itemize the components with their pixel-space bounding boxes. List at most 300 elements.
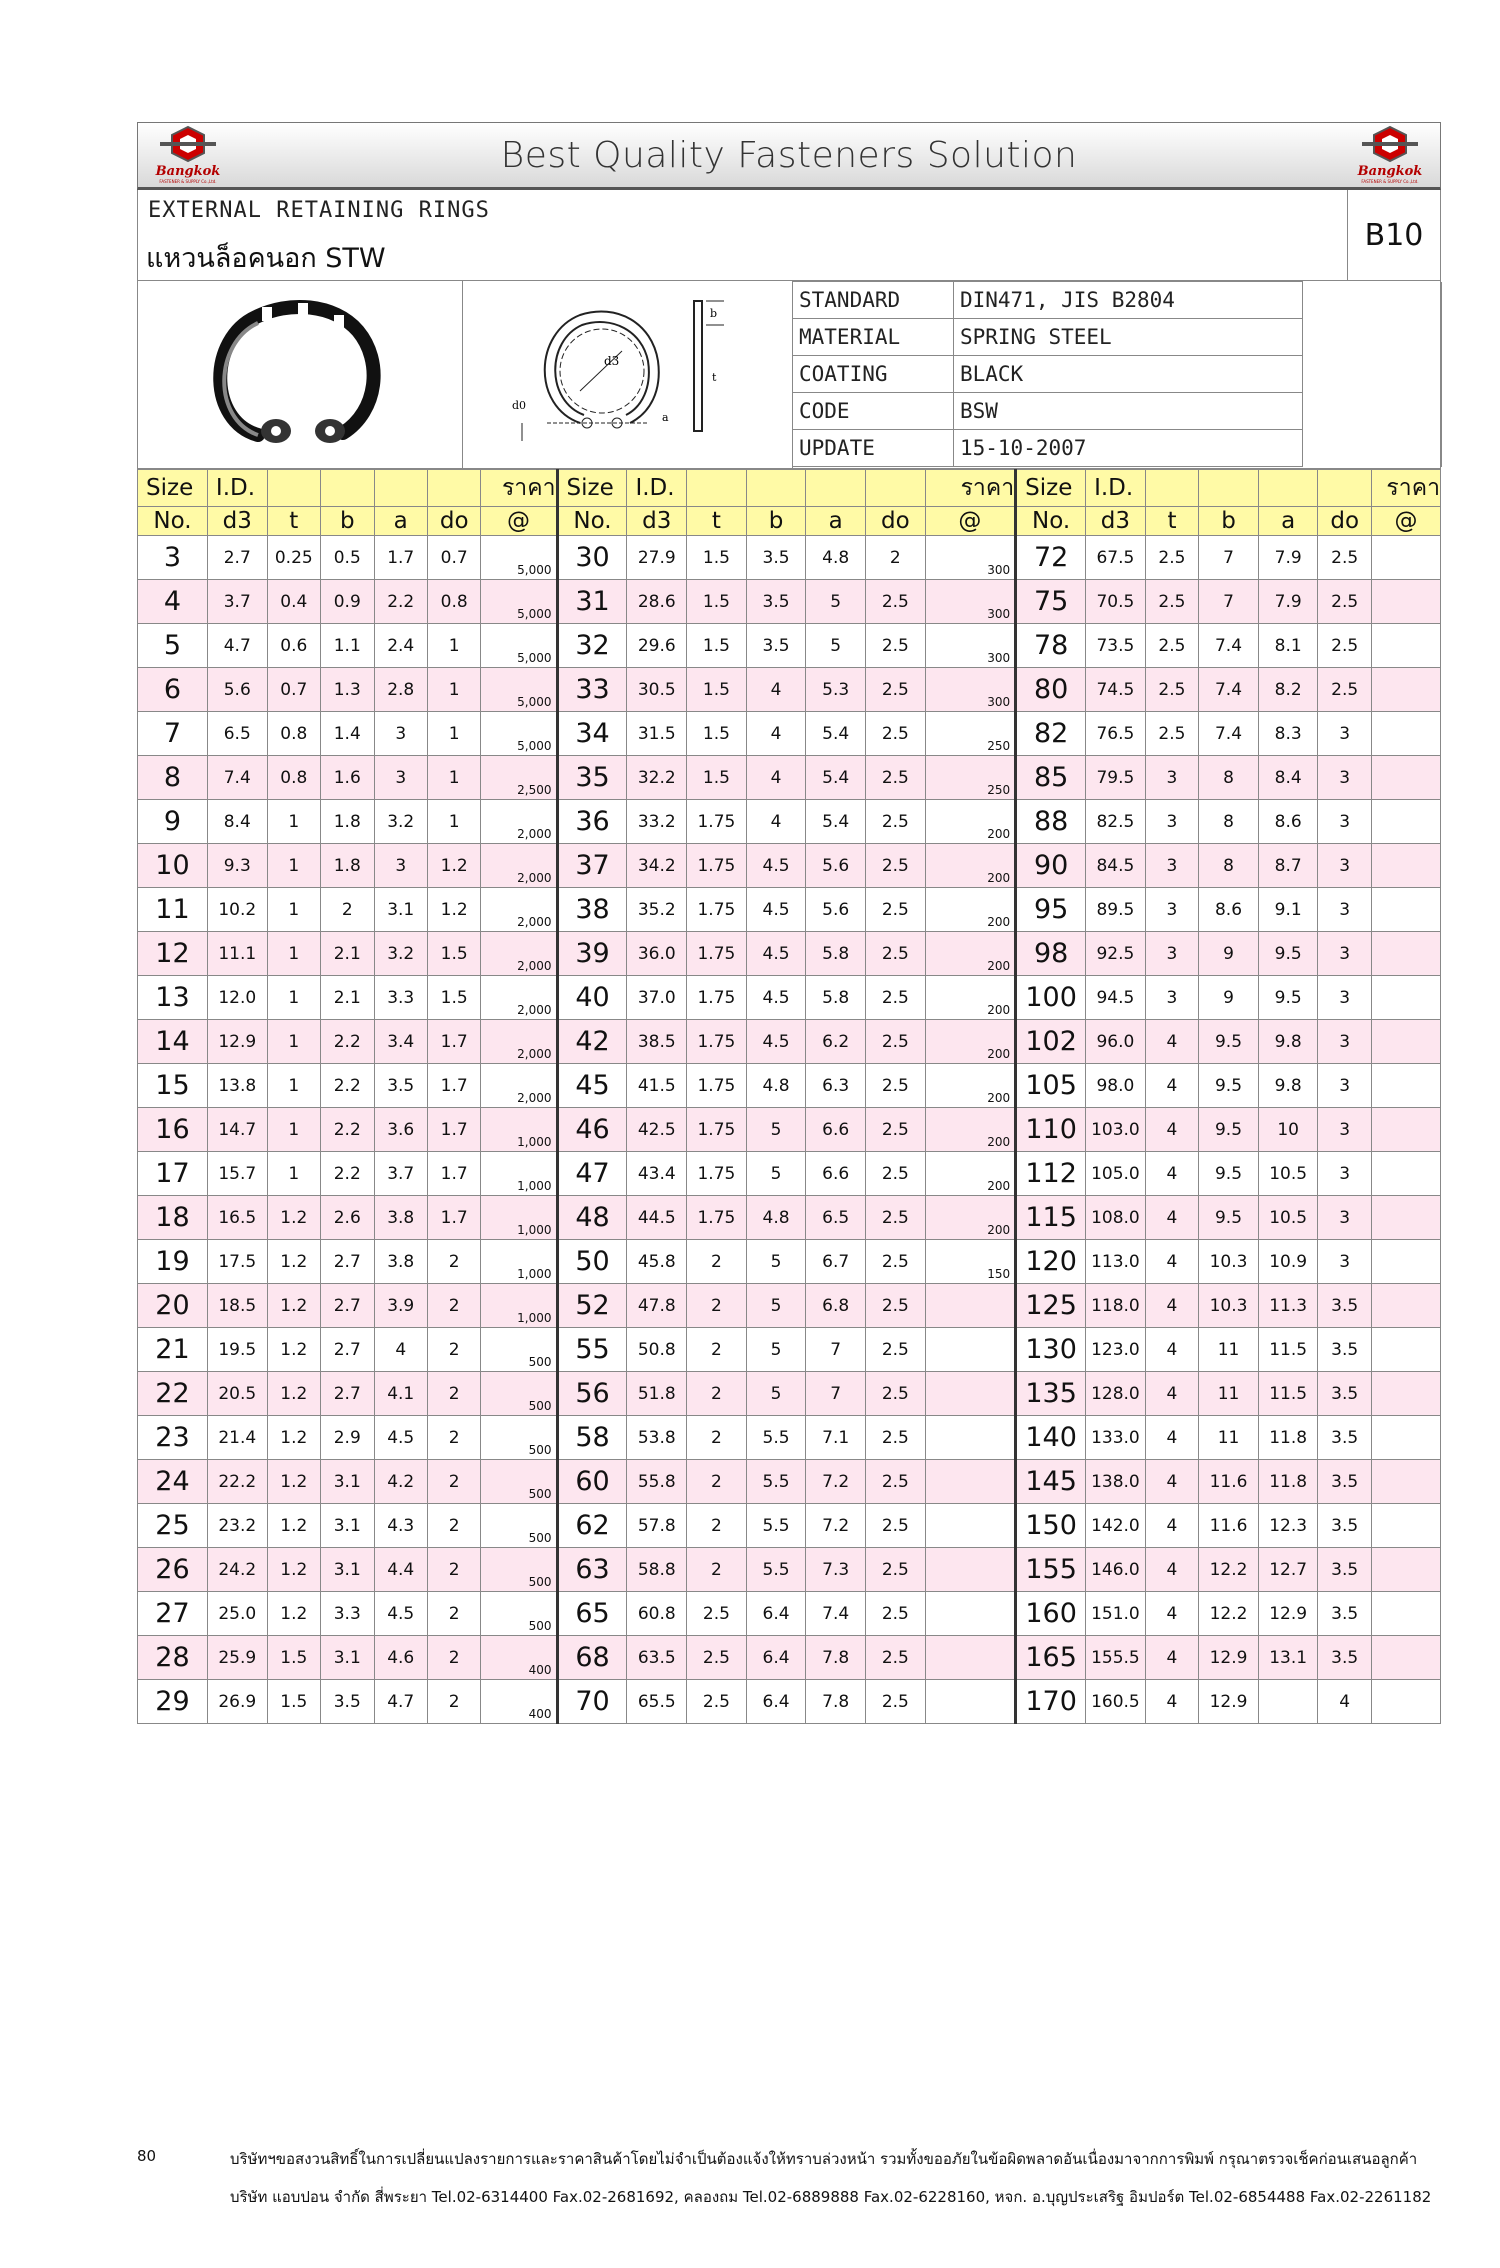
dimension-cell: 1.8 [321,800,374,844]
dimension-cell: 28.6 [627,580,687,624]
dimension-cell: 96.0 [1086,1020,1146,1064]
dimension-cell: 4 [1145,1592,1198,1636]
price-value: 2,000 [517,959,552,973]
dimension-cell: 3 [1318,756,1371,800]
dimension-cell: 3 [1318,800,1371,844]
size-cell: 14 [138,1020,208,1064]
dimension-cell: 89.5 [1086,888,1146,932]
spec-row [793,356,1442,393]
dimension-cell: 2.5 [1318,624,1371,668]
price-value: 200 [987,871,1011,885]
spec-blank [1303,430,1442,467]
product-photo [138,281,463,468]
dimension-cell: 65.5 [627,1680,687,1724]
dimension-cell: 1.6 [321,756,374,800]
table-row [138,536,1441,580]
dimension-cell: 2.5 [1145,624,1198,668]
dimension-cell: 2.2 [321,1064,374,1108]
dimension-cell: 1.1 [321,624,374,668]
dimension-cell: 1 [267,888,320,932]
table-row [138,580,1441,624]
dimension-cell: 84.5 [1086,844,1146,888]
dimension-cell: 74.5 [1086,668,1146,712]
price-cell [925,712,1016,756]
dimension-cell: 7.4 [1199,712,1259,756]
dimension-cell: 2.7 [321,1328,374,1372]
column-header: @ [1371,507,1440,536]
price-cell [481,1592,557,1636]
table-row [138,1196,1441,1240]
dimension-cell: 6.2 [806,1020,866,1064]
dimension-cell: 21.4 [207,1416,267,1460]
size-cell: 13 [138,976,208,1020]
table-row [138,1680,1441,1724]
dimension-cell: 2.7 [321,1240,374,1284]
dimension-cell: 2 [866,536,926,580]
dimension-cell: 8.2 [1258,668,1318,712]
price-cell [1371,932,1440,976]
dimension-cell: 3 [374,844,427,888]
size-cell: 145 [1016,1460,1086,1504]
dimension-cell: 7 [806,1372,866,1416]
price-value: 2,000 [517,1003,552,1017]
dimension-cell: 8 [1199,844,1259,888]
size-cell: 29 [138,1680,208,1724]
price-value: 5,000 [517,563,552,577]
dimension-cell: 2.5 [866,844,926,888]
dimension-cell: 5.5 [746,1548,806,1592]
size-cell: 63 [557,1548,627,1592]
price-value: 200 [987,1223,1011,1237]
spec-table [792,281,1442,467]
dimension-cell: 18.5 [207,1284,267,1328]
dimension-cell: 128.0 [1086,1372,1146,1416]
dimension-cell: 0.8 [267,712,320,756]
price-cell [1371,624,1440,668]
dimension-cell: 4 [1145,1240,1198,1284]
size-cell: 90 [1016,844,1086,888]
dimension-cell: 7.2 [806,1504,866,1548]
dimension-cell: 6.4 [746,1680,806,1724]
size-cell: 39 [557,932,627,976]
dimension-cell: 4.5 [746,1020,806,1064]
dimension-cell: 4 [1145,1108,1198,1152]
price-cell [1371,844,1440,888]
dimension-cell: 17.5 [207,1240,267,1284]
dimension-cell: 1 [267,932,320,976]
spec-row [793,319,1442,356]
dimension-cell: 1.75 [687,1196,747,1240]
price-cell [481,1460,557,1504]
dimension-cell: 1 [267,844,320,888]
banner-title: Best Quality Fasteners Solution [500,134,1078,176]
dimension-cell: 4 [746,668,806,712]
price-cell [481,668,557,712]
price-cell [1371,1284,1440,1328]
price-cell [1371,1152,1440,1196]
dimension-cell: 3.5 [374,1064,427,1108]
table-row [138,1460,1441,1504]
dimension-cell: 2 [427,1592,480,1636]
price-cell [925,1020,1016,1064]
table-row [138,1548,1441,1592]
dimension-cell: 3 [374,756,427,800]
size-cell: 22 [138,1372,208,1416]
column-header [427,470,480,507]
size-cell: 82 [1016,712,1086,756]
dimension-cell: 25.9 [207,1636,267,1680]
column-header: No. [138,507,208,536]
dimension-cell: 10.2 [207,888,267,932]
price-cell [1371,1108,1440,1152]
column-header: ราคา [1371,470,1440,507]
column-header: t [267,507,320,536]
dimension-cell: 9.5 [1199,1152,1259,1196]
price-value: 500 [528,1575,552,1589]
table-row [138,932,1441,976]
dimension-cell: 2.5 [866,1152,926,1196]
column-header: Size [138,470,208,507]
dimension-cell: 4 [1145,1328,1198,1372]
size-cell: 25 [138,1504,208,1548]
dimension-cell: 3.1 [321,1548,374,1592]
dimension-cell: 1.7 [374,536,427,580]
dimension-cell: 24.2 [207,1548,267,1592]
price-value: 400 [528,1707,552,1721]
price-value: 5,000 [517,607,552,621]
price-cell [925,624,1016,668]
dimension-cell: 1 [427,712,480,756]
dimension-cell: 4 [1145,1152,1198,1196]
dimension-cell: 51.8 [627,1372,687,1416]
column-header [1318,470,1371,507]
dimension-cell: 1 [267,976,320,1020]
dimension-cell: 5.8 [806,932,866,976]
dimension-cell: 1 [267,1108,320,1152]
dimension-cell: 2 [427,1460,480,1504]
price-value: 200 [987,1047,1011,1061]
dimension-cell: 60.8 [627,1592,687,1636]
dimension-cell: 7.4 [1199,624,1259,668]
dimension-cell: 5.4 [806,712,866,756]
dimension-cell: 1.75 [687,888,747,932]
size-cell: 11 [138,888,208,932]
dimension-cell: 1.7 [427,1196,480,1240]
dimension-cell: 2.5 [1145,536,1198,580]
dimension-cell: 4 [1145,1416,1198,1460]
size-cell: 95 [1016,888,1086,932]
product-title-en: EXTERNAL RETAINING RINGS [148,198,490,223]
dimension-cell: 2.5 [1145,580,1198,624]
price-value: 500 [528,1443,552,1457]
dimension-cell: 1.2 [427,844,480,888]
dimension-cell: 118.0 [1086,1284,1146,1328]
dimension-cell: 3.7 [374,1152,427,1196]
price-cell [925,800,1016,844]
dimension-cell: 7.1 [806,1416,866,1460]
size-cell: 50 [557,1240,627,1284]
price-cell [925,1328,1016,1372]
dimension-cell: 2 [427,1548,480,1592]
size-cell: 5 [138,624,208,668]
size-cell: 35 [557,756,627,800]
svg-text:a: a [662,411,669,424]
dimension-cell: 6.6 [806,1108,866,1152]
price-cell [925,1284,1016,1328]
dimension-cell: 4 [746,756,806,800]
dimension-cell: 1 [427,800,480,844]
size-cell: 26 [138,1548,208,1592]
spec-value: 15-10-2007 [953,430,1302,467]
price-value: 200 [987,1179,1011,1193]
footer-disclaimer: บริษัทฯขอสงวนสิทธิ์ในการเปลี่ยนแปลงรายการและราคาสินค้าโดยไม่จำเป็นต้องแจ้งให้ทราบล่วงหน้า รวมทั้งขออภัยในข้อผิดพลาดอันเนื่องมาจากการพิมพ์ กรุณาตรวจเช็คก่อนเสนอลูกค้า [230,2150,1418,2168]
dimension-cell: 0.7 [427,536,480,580]
price-value: 2,000 [517,915,552,929]
dimension-cell: 2.2 [374,580,427,624]
dimension-cell: 4 [1145,1680,1198,1724]
dimension-cell: 142.0 [1086,1504,1146,1548]
catalog-sheet [137,122,1441,1724]
price-value: 200 [987,1091,1011,1105]
size-cell: 75 [1016,580,1086,624]
svg-text:d3: d3 [604,354,620,368]
dimension-cell: 4 [746,800,806,844]
dimension-cell: 3 [1318,888,1371,932]
dimension-cell: 11 [1199,1416,1259,1460]
dimension-cell: 1.5 [687,668,747,712]
dimension-cell: 4 [1318,1680,1371,1724]
dimension-cell: 4.5 [746,932,806,976]
dimension-cell: 9.5 [1258,932,1318,976]
size-cell: 45 [557,1064,627,1108]
size-cell: 40 [557,976,627,1020]
dimension-cell: 5.6 [806,888,866,932]
dimension-cell: 7.2 [806,1460,866,1504]
size-cell: 70 [557,1680,627,1724]
dimension-cell: 13.1 [1258,1636,1318,1680]
dimension-cell: 1 [427,624,480,668]
price-value: 300 [987,563,1011,577]
price-cell [925,888,1016,932]
dimension-cell [1258,1680,1318,1724]
dimension-cell: 4.7 [207,624,267,668]
dimension-cell: 1.2 [267,1284,320,1328]
size-cell: 3 [138,536,208,580]
size-cell: 80 [1016,668,1086,712]
dimension-cell: 1.5 [427,976,480,1020]
dimension-cell: 6.4 [746,1592,806,1636]
price-cell [481,1504,557,1548]
size-cell: 150 [1016,1504,1086,1548]
price-cell [481,1064,557,1108]
dimension-cell: 2.2 [321,1152,374,1196]
dimension-cell: 10 [1258,1108,1318,1152]
size-cell: 58 [557,1416,627,1460]
dimension-cell: 1.2 [427,888,480,932]
dimension-cell: 5 [746,1328,806,1372]
dimension-cell: 9.3 [207,844,267,888]
size-cell: 9 [138,800,208,844]
dimension-cell: 4.8 [746,1064,806,1108]
size-cell: 6 [138,668,208,712]
table-header-row [138,470,1441,507]
table-row [138,668,1441,712]
price-value: 1,000 [517,1267,552,1281]
column-header: a [374,507,427,536]
dimension-cell: 3.5 [1318,1460,1371,1504]
column-header: do [866,507,926,536]
dimension-cell: 11.8 [1258,1416,1318,1460]
dimension-cell: 4.6 [374,1636,427,1680]
size-cell: 30 [557,536,627,580]
price-cell [925,932,1016,976]
dimension-cell: 2 [427,1328,480,1372]
price-cell [481,844,557,888]
price-value: 250 [987,783,1011,797]
column-header: @ [481,507,557,536]
table-row [138,1372,1441,1416]
price-cell [925,1592,1016,1636]
price-value: 1,000 [517,1135,552,1149]
size-cell: 60 [557,1460,627,1504]
size-cell: 98 [1016,932,1086,976]
dimension-cell: 4 [1145,1020,1198,1064]
dimension-cell: 2.4 [374,624,427,668]
price-cell [1371,668,1440,712]
technical-drawing [462,281,793,468]
dimension-cell: 3.1 [374,888,427,932]
size-cell: 19 [138,1240,208,1284]
price-cell [1371,1372,1440,1416]
size-cell: 160 [1016,1592,1086,1636]
dimension-cell: 3.8 [374,1196,427,1240]
dimension-cell: 6.6 [806,1152,866,1196]
dimension-cell: 4 [374,1328,427,1372]
price-value: 300 [987,607,1011,621]
price-value: 200 [987,959,1011,973]
dimension-cell: 15.7 [207,1152,267,1196]
dimension-cell: 2 [687,1328,747,1372]
dimension-cell: 42.5 [627,1108,687,1152]
column-header [866,470,926,507]
dimension-cell: 1.2 [267,1328,320,1372]
dimension-cell: 11 [1199,1372,1259,1416]
price-value: 500 [528,1399,552,1413]
price-cell [925,536,1016,580]
dimension-cell: 4.5 [746,844,806,888]
size-cell: 115 [1016,1196,1086,1240]
dimension-cell: 79.5 [1086,756,1146,800]
dimension-cell: 12.0 [207,976,267,1020]
dimension-cell: 45.8 [627,1240,687,1284]
price-cell [1371,1064,1440,1108]
dimension-cell: 55.8 [627,1460,687,1504]
price-value: 2,000 [517,827,552,841]
dimension-cell: 2.5 [866,1284,926,1328]
price-cell [1371,580,1440,624]
dimension-cell: 3 [1145,932,1198,976]
dimension-cell: 4 [746,712,806,756]
size-price-table [137,469,1441,1724]
dimension-cell: 2.5 [866,580,926,624]
dimension-cell: 4.5 [746,976,806,1020]
table-row [138,1064,1441,1108]
dimension-cell: 3.5 [321,1680,374,1724]
column-header [746,470,806,507]
dimension-cell: 7 [806,1328,866,1372]
price-cell [1371,1548,1440,1592]
price-cell [925,668,1016,712]
column-header: I.D. [207,470,267,507]
dimension-cell: 1.2 [267,1372,320,1416]
dimension-cell: 4.3 [374,1504,427,1548]
column-header: b [746,507,806,536]
table-row [138,1592,1441,1636]
dimension-cell: 155.5 [1086,1636,1146,1680]
dimension-cell: 1.2 [267,1460,320,1504]
dimension-cell: 7 [1199,536,1259,580]
dimension-cell: 47.8 [627,1284,687,1328]
column-header: @ [925,507,1016,536]
size-cell: 47 [557,1152,627,1196]
size-cell: 102 [1016,1020,1086,1064]
dimension-cell: 0.6 [267,624,320,668]
dimension-cell: 108.0 [1086,1196,1146,1240]
price-cell [1371,1240,1440,1284]
dimension-cell: 1.75 [687,932,747,976]
dimension-cell: 3 [1318,1064,1371,1108]
dimension-cell: 3 [1145,888,1198,932]
dimension-cell: 3.9 [374,1284,427,1328]
dimension-cell: 1.75 [687,1064,747,1108]
dimension-cell: 9.5 [1258,976,1318,1020]
spec-value: SPRING STEEL [953,319,1302,356]
column-header: d3 [1086,507,1146,536]
column-header: a [806,507,866,536]
column-header: d3 [627,507,687,536]
size-cell: 33 [557,668,627,712]
size-cell: 112 [1016,1152,1086,1196]
product-titlebar [137,190,1441,280]
dimension-cell: 3.2 [374,932,427,976]
dimension-cell: 5.6 [806,844,866,888]
dimension-cell: 11.3 [1258,1284,1318,1328]
price-cell [481,1680,557,1724]
price-value: 400 [528,1663,552,1677]
dimension-cell: 34.2 [627,844,687,888]
dimension-cell: 0.8 [427,580,480,624]
dimension-cell: 5 [746,1284,806,1328]
dimension-cell: 4.8 [746,1196,806,1240]
table-row [138,1152,1441,1196]
spec-blank [1303,356,1442,393]
price-value: 500 [528,1619,552,1633]
dimension-cell: 1.7 [427,1108,480,1152]
dimension-cell: 2 [427,1284,480,1328]
price-cell [1371,1592,1440,1636]
dimension-cell: 3.8 [374,1240,427,1284]
table-row [138,1240,1441,1284]
price-value: 5,000 [517,695,552,709]
price-value: 300 [987,695,1011,709]
dimension-cell: 4.4 [374,1548,427,1592]
spec-key: STANDARD [793,282,954,319]
dimension-cell: 1.75 [687,1152,747,1196]
spec-key: COATING [793,356,954,393]
dimension-cell: 0.7 [267,668,320,712]
dimension-cell: 41.5 [627,1064,687,1108]
dimension-cell: 4 [1145,1504,1198,1548]
